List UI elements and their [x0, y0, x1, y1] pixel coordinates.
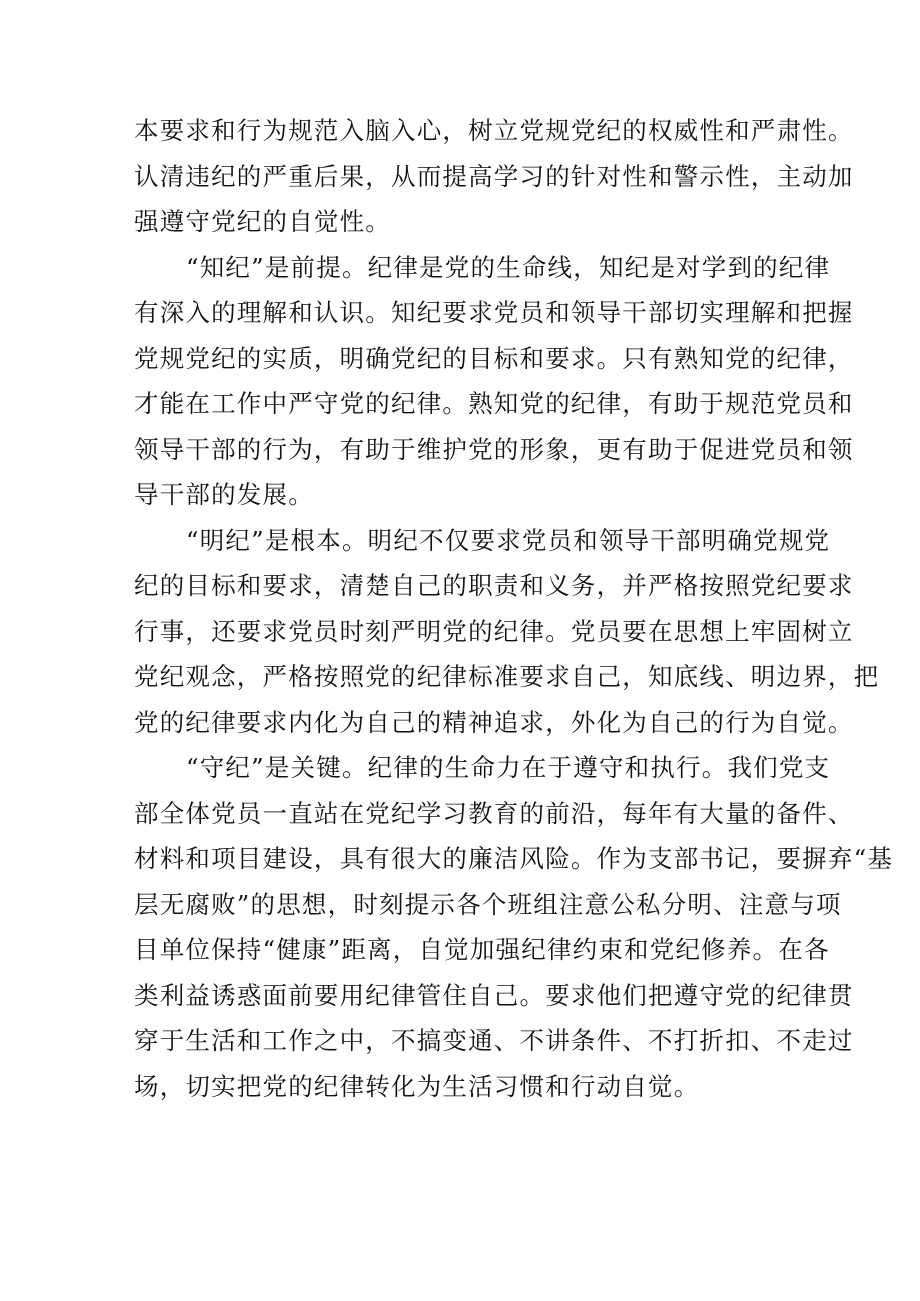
paragraph-shouji — [134, 745, 894, 1109]
paragraph-zhiji — [134, 245, 854, 518]
text-line: 目单位保持“健康”距离，自觉加强纪律约束和党纪修养。在各 — [134, 935, 830, 964]
text-line: 领导干部的行为，有助于维护党的形象，更有助于促进党员和领 — [134, 434, 854, 464]
text-line: “知纪”是前提。纪律是党的生命线，知纪是对学到的纪律 — [186, 252, 831, 282]
document-body — [134, 108, 894, 1109]
text-line: 党的纪律要求内化为自己的精神追求，外化为自己的行为自觉。 — [134, 707, 854, 737]
text-line: 才能在工作中严守党的纪律。熟知党的纪律，有助于规范党员和 — [134, 389, 854, 418]
text-line: 材料和项目建设，具有很大的廉洁风险。作为支部书记，要摒弃“基 — [134, 844, 894, 873]
text-line: “守纪”是关键。纪律的生命力在于遵守和执行。我们党支 — [186, 753, 831, 782]
text-line: 类利益诱惑面前要用纪律管住自己。要求他们把遵守党的纪律贯 — [134, 980, 854, 1010]
text-line: 党规党纪的实质，明确党纪的目标和要求。只有熟知党的纪律， — [134, 343, 854, 373]
text-line: 党纪观念，严格按照党的纪律标准要求自己，知底线、明边界，把 — [134, 662, 880, 691]
text-line: 部全体党员一直站在党纪学习教育的前沿，每年有大量的备件、 — [134, 798, 854, 828]
text-line: “明纪”是根本。明纪不仅要求党员和领导干部明确党规党 — [186, 525, 831, 555]
text-line: 认清违纪的严重后果，从而提高学习的针对性和警示性，主动加 — [134, 161, 854, 191]
text-line: 穿于生活和工作之中，不搞变通、不讲条件、不打折扣、不走过 — [134, 1026, 854, 1055]
text-line: 场，切实把党的纪律转化为生活习惯和行动自觉。 — [134, 1071, 700, 1101]
text-line: 有深入的理解和认识。知纪要求党员和领导干部切实理解和把握 — [134, 298, 854, 327]
paragraph-mingji — [134, 518, 880, 746]
paragraph-continuation — [134, 108, 854, 245]
text-line: 行事，还要求党员时刻严明党的纪律。党员要在思想上牢固树立 — [134, 616, 854, 646]
text-line: 本要求和行为规范入脑入心，树立党规党纪的权威性和严肃性。 — [134, 116, 854, 145]
text-line: 强遵守党纪的自觉性。 — [134, 207, 391, 236]
text-line: 层无腐败”的思想，时刻提示各个班组注意公私分明、注意与项 — [134, 889, 842, 919]
text-line: 纪的目标和要求，清楚自己的职责和义务，并严格按照党纪要求 — [134, 571, 854, 600]
text-line: 导干部的发展。 — [134, 480, 314, 509]
